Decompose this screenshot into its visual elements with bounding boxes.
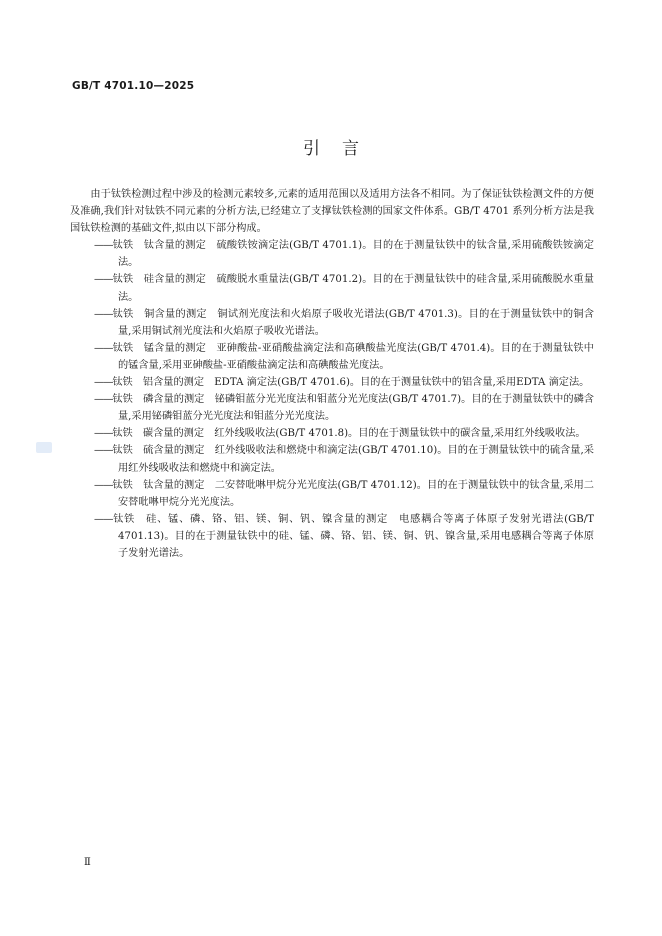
part-item: [70, 442, 594, 476]
part-item: [70, 306, 594, 340]
part-item: [70, 425, 594, 442]
part-item: [70, 271, 594, 305]
part-text: 钛铁 碳含量的测定 红外线吸收法(GB/T 4701.8)。目的在于测量钛铁中的碳含量,采用红外线吸收法。: [112, 428, 586, 440]
part-item: [70, 477, 594, 511]
part-item: [70, 237, 594, 271]
part-text: 钛铁 磷含量的测定 铋磷钼蓝分光光度法和钼蓝分光光度法(GB/T 4701.7)。目的在于测量钛铁中的磷含量,采用铋磷钼蓝分光光度法和钼蓝分光光度法。: [112, 394, 594, 423]
list-dash: ——: [94, 274, 113, 286]
part-item: [70, 340, 594, 374]
part-item: [70, 511, 594, 562]
part-text: 钛铁 硅含量的测定 硫酸脱水重量法(GB/T 4701.2)。目的在于测量钛铁中的硅含量,采用硫酸脱水重量法。: [112, 274, 594, 303]
part-text: 钛铁 硫含量的测定 红外线吸收法和燃烧中和滴定法(GB/T 4701.10)。目的在于测量钛铁中的硫含量,采用红外线吸收法和燃烧中和滴定法。: [112, 445, 594, 474]
part-text: 钛铁 铝含量的测定 EDTA 滴定法(GB/T 4701.6)。目的在于测量钛铁中的铝含量,采用EDTA 滴定法。: [112, 377, 590, 389]
page-number: Ⅱ: [84, 857, 91, 868]
list-dash: ——: [94, 394, 113, 406]
intro-paragraph: 由于钛铁检测过程中涉及的检测元素较多,元素的适用范围以及适用方法各不相同。为了保证钛铁检测文件的方便及准确,我们针对钛铁不同元素的分析方法,已经建立了支撑钛铁检测的国家文件体系。GB/T 4701 系列分析方法是我国钛铁检测的基础文件,拟由以下部分构成。: [70, 189, 594, 235]
list-dash: ——: [94, 308, 113, 320]
part-text: 钛铁 锰含量的测定 亚砷酸盐-亚硝酸盐滴定法和高碘酸盐光度法(GB/T 4701.4)。目的在于测量钛铁中的锰含量,采用亚砷酸盐-亚硝酸盐滴定法和高碘酸盐光度法。: [112, 342, 594, 371]
list-dash: ——: [94, 513, 113, 525]
part-text: 钛铁 钛含量的测定 硫酸铁铵滴定法(GB/T 4701.1)。目的在于测量钛铁中的钛含量,采用硫酸铁铵滴定法。: [112, 240, 594, 269]
list-dash: ——: [94, 240, 113, 252]
parts-list: [70, 237, 594, 562]
list-dash: ——: [94, 445, 113, 457]
part-text: 钛铁 铜含量的测定 铜试剂光度法和火焰原子吸收光谱法(GB/T 4701.3)。目的在于测量钛铁中的铜含量,采用铜试剂光度法和火焰原子吸收光谱法。: [112, 308, 594, 337]
list-dash: ——: [94, 377, 113, 389]
list-dash: ——: [94, 479, 113, 491]
introduction-body: [70, 186, 594, 562]
part-item: [70, 374, 594, 391]
part-item: [70, 391, 594, 425]
standard-number-header: GB/T 4701.10—2025: [72, 80, 195, 92]
list-dash: ——: [94, 342, 113, 354]
page-title: 引言: [303, 139, 381, 159]
part-text: 钛铁 钛含量的测定 二安替吡啉甲烷分光光度法(GB/T 4701.12)。目的在于测量钛铁中的钛含量,采用二安替吡啉甲烷分光光度法。: [112, 479, 594, 508]
margin-watermark: [36, 442, 52, 453]
part-text: 钛铁 硅、锰、磷、铬、铝、镁、铜、钒、镍含量的测定 电感耦合等离子体原子发射光谱法(GB/T 4701.13)。目的在于测量钛铁中的硅、锰、磷、铬、铝、镁、铜、钒、镍含量,采用电感耦合等离子体原子发射光谱法。: [112, 513, 594, 559]
list-dash: ——: [94, 428, 113, 440]
